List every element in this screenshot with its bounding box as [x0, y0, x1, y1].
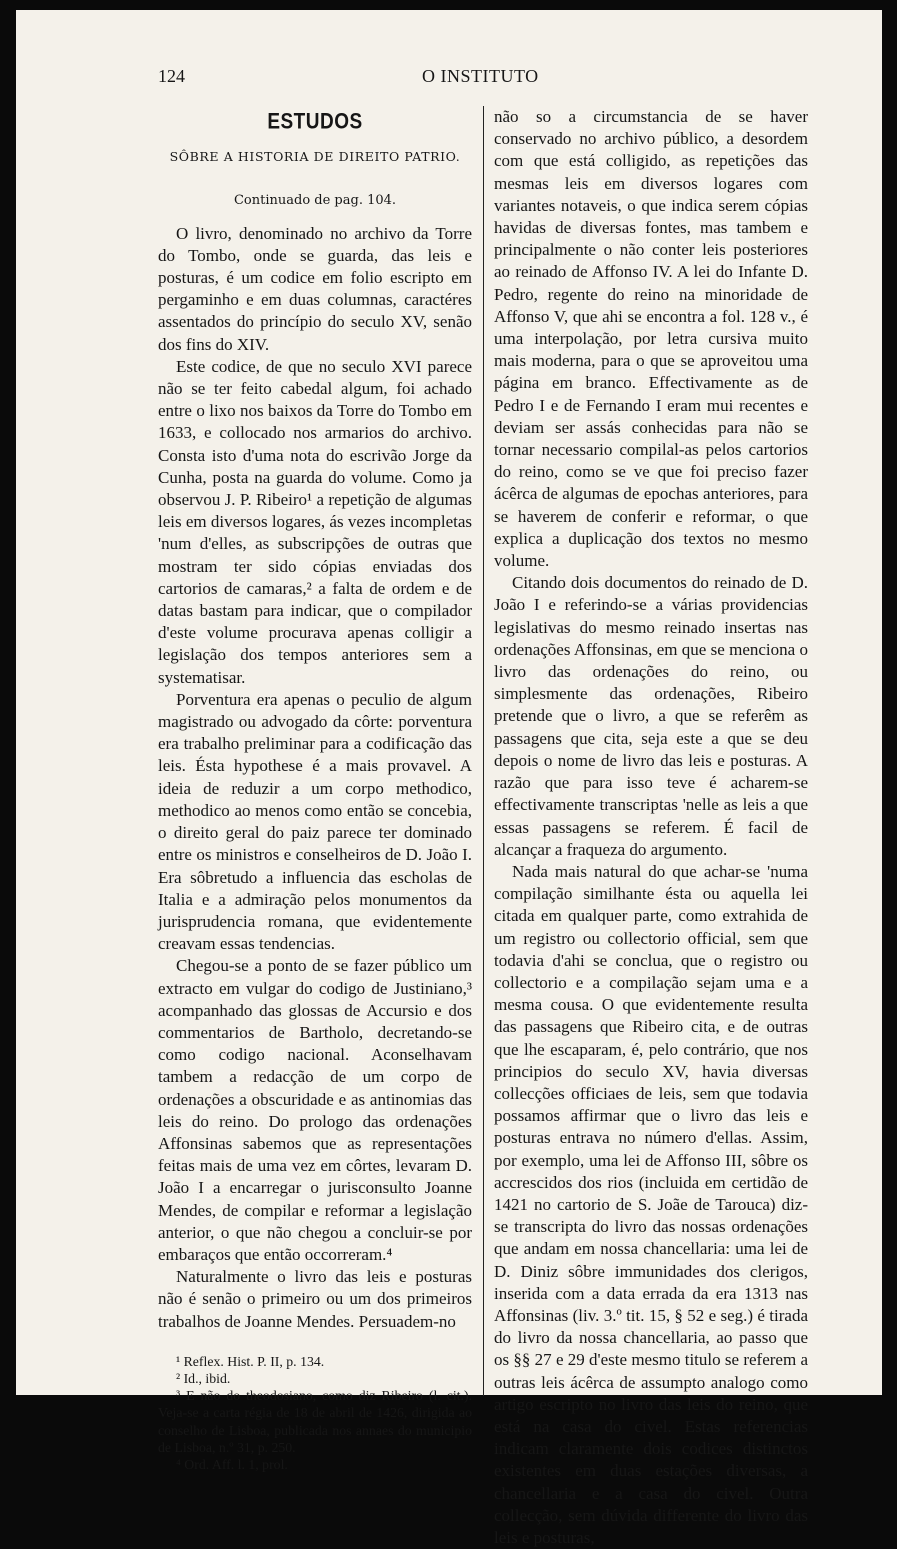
paragraph: Chegou-se a ponto de se fazer público um extracto em vulgar do codigo de Justiniano,³ acompanhado das glossas de Accursio e dos commentarios de Bartholo, decretando-se como codigo nacional. Aconselhavam tambem a redacção de um corpo de ordenações a obscuridade e as antinomias das leis do reino. Do prologo das ordenações Affonsinas sabemos que as representações feitas mais de uma vez em côrtes, levaram D. João I a encarregar o jurisconsulto Joanne Mendes, de compilar e reformar a legislação anterior, o que não chegou a concluir-se por embaraços que então occorreram.⁴	[158, 956, 472, 1264]
column-divider	[483, 106, 484, 1396]
paragraph: Naturalmente o livro das leis e posturas não é senão o primeiro ou um dos primeiros trabalhos de Joanne Mendes. Persuadem-no	[158, 1267, 472, 1331]
paragraph: O livro, denominado no archivo da Torre do Tombo, onde se guarda, das leis e posturas, é um codice em folio escripto em pergaminho e em duas columnas, caractéres assentados do princípio do seculo XV, senão dos fins do XIV.	[158, 223, 472, 354]
paragraph: Este codice, de que no seculo XVI parece não se ter feito cabedal algum, foi achado entre o lixo nos baixos da Torre do Tombo em 1633, e collocado nos armarios do archivo. Consta isto d'uma nota do escrivão Jorge da Cunha, posta na guarda do volume. Como ja observou J. P. Ribeiro¹ a repetição de algumas leis em diversos logares, ás vezes incompletas 'num d'elles, as subscripções de outras que mostram ter sido cópias enviadas dos cartorios de camaras,² a falta de ordem e de datas bastam para indicar, que o compilador d'este volume procurava apenas colligir a legislação dos tempos anteriores sem a systematisar.	[158, 356, 472, 687]
footnote: ² Id., ibid.	[176, 1370, 231, 1386]
footnote: ³ E não do theodosiano, como diz Ribeiro (l. cit.). Veja-se a carta régia de 18 de abril de 1426, dirigida ao conselho de Lisboa, publicada nos annaes do municipio de Lisboa, n.º 31, p. 250.	[158, 1388, 472, 1455]
footnotes	[158, 1345, 472, 1473]
footnote: ¹ Reflex. Hist. P. II, p. 134.	[176, 1353, 325, 1369]
paragraph: Porventura era apenas o peculio de algum magistrado ou advogado da côrte: porventura era trabalho preliminar para a codificação das leis. Ésta hypothese é a mais provavel. A ideia de reduzir a um corpo methodico, methodico ao menos como então se concebia, o direito geral do paiz parece ter dominado entre os ministros e conselheiros de D. João I. Era sôbretudo a influencia das escholas de Italia e a admiração pelos monumentos da jurisprudencia romana, que evidentemente creavam essas tendencias.	[158, 689, 472, 954]
book-page	[16, 10, 882, 1547]
right-column	[494, 106, 808, 1549]
paragraph: Nada mais natural do que achar-se 'numa compilação similhante ésta ou aquella lei citada em qualquer parte, como extrahida de um registro ou collectorio official, sem que todavia d'ahi se conclua, que o registro ou collectorio e a compilação sejam uma e a mesma cousa. O que evidentemente resulta das passagens que Ribeiro cita, e de outras que lhe escaparam, é, pelo contrário, que nos principios do seculo XV, havia diversas collecções officiaes de leis, sem que todavia possamos affirmar que o livro das leis e posturas entrava no número d'ellas. Assim, por exemplo, uma lei de Affonso III, sôbre os accrescidos dos rios (incluida em certidão de 1421 no cartorio de S. Joãe de Tarouca) diz-se transcripta do livro das nossas ordenações que andam em nossa chancellaria: uma lei de D. Diniz sôbre immunidades dos clerigos, inserida com a data errada da era 1313 nas Affonsinas (liv. 3.º tit. 15, § 52 e seg.) é tirada do livro da nossa chancellaria, ao passo que os §§ 27 e 29 d'este mesmo titulo se referem a outras leis ácêrca de assumpto analogo como artigo escripto no livro das leis do reino, que está na casa do civel. Estas referencias indicam claramente dois codices distinctos existentes em duas estações diversas, a chancellaria e a casa do civel. Outra collecção, sem dúvida differente do livro das leis e posturas,	[494, 861, 808, 1547]
left-column	[158, 108, 472, 1473]
section-title: ESTUDOS	[267, 110, 363, 135]
article-subtitle: SÔBRE A HISTORIA DE DIREITO PATRIO.	[169, 149, 461, 165]
paragraph: não so a circumstancia de se haver conservado no archivo público, a desordem com que está colligido, as repetições das mesmas leis em diversos logares com variantes notaveis, o que indica serem cópias havidas de diversas fontes, mas tambem e principalmente o não conter leis posteriores ao reinado de Affonso IV. A lei do Infante D. Pedro, regente do reino na minoridade de Affonso V, que ahi se encontra a fol. 128 v., é uma interpolação, por letra cursiva muito mais moderna, para o que se aproveitou uma página em branco. Effectivamente as de Pedro I e de Fernando I eram mui recentes e deviam ser assás conhecidas para não se tornar necessario compilal-as pelos cartorios do reino, como se ve que foi preciso fazer ácêrca de algumas de epochas anteriores, para se haverem de conferir e reformar, o que explica a duplicação dos textos no mesmo volume.	[494, 107, 808, 571]
paragraph: Citando dois documentos do reinado de D. João I e referindo-se a várias providencias legislativas do mesmo reinado insertas nas ordenações Affonsinas, em que se menciona o livro das ordenações do reino, ou simplesmente das ordenações, Ribeiro pretende que o livro, a que se referêm as passagens que cita, seja este a que se deu depois o nome de livro das leis e posturas. A razão que para isso teve é acharem-se effectivamente transcriptas 'nelle as leis a que essas passagens se referem. É facil de alcançar a fraqueza do argumento.	[494, 573, 808, 859]
page-number: 124	[158, 66, 185, 86]
footnote: ⁴ Ord. Aff. l. 1, prol.	[176, 1456, 288, 1472]
running-title: O INSTITUTO	[422, 66, 539, 86]
continued-note: Continuado de pag. 104.	[233, 193, 397, 209]
